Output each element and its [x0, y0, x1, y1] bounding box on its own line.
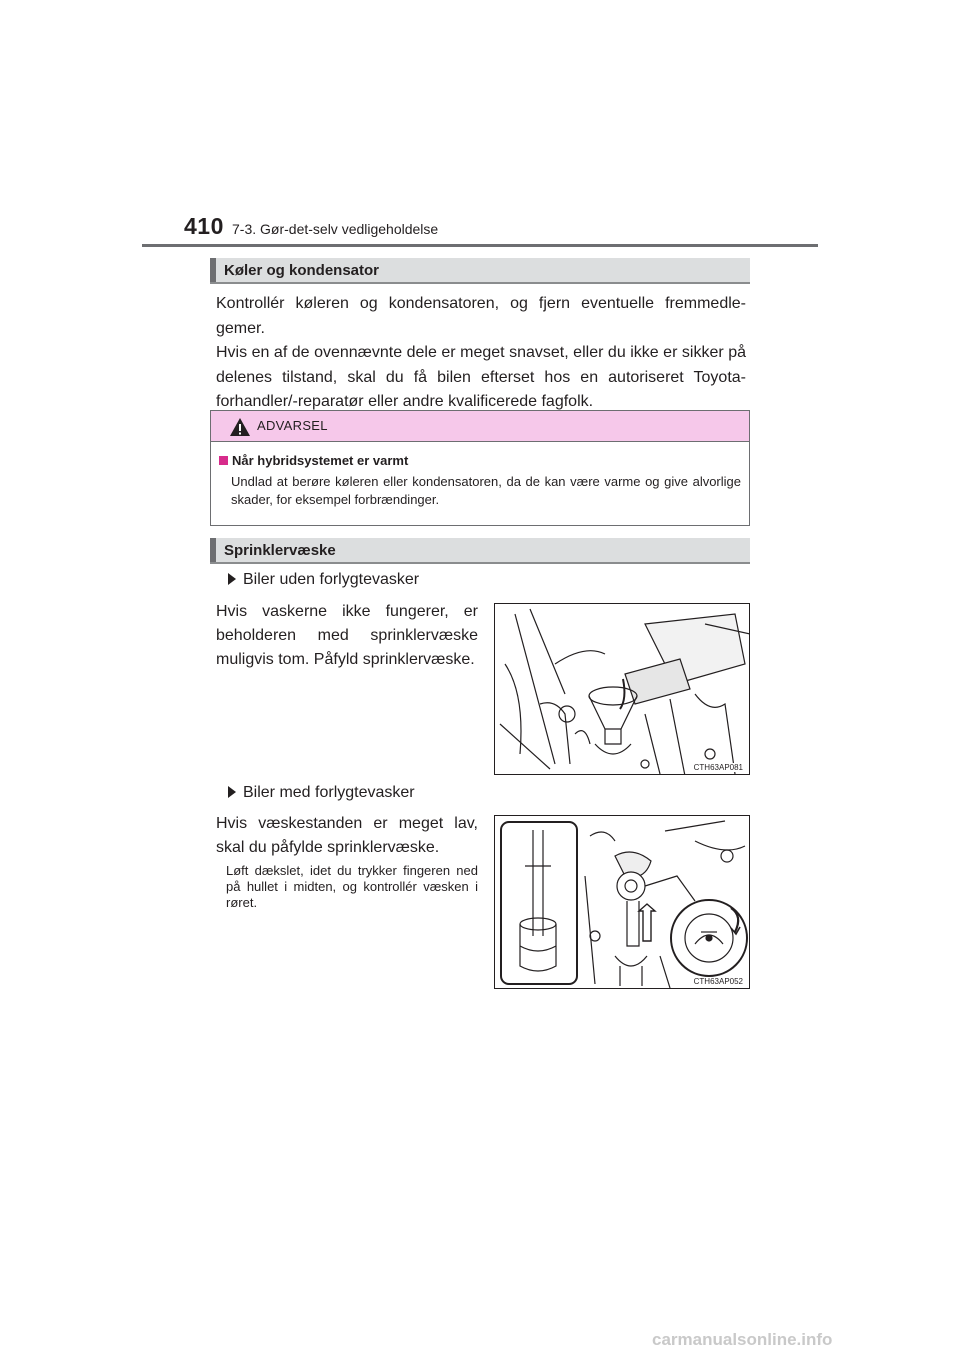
section-title: Sprinklervæske [224, 542, 336, 559]
section-marker [210, 538, 216, 562]
figure-refill-washer-fluid [494, 603, 750, 775]
funnel-illustration [495, 604, 750, 775]
warning-subtitle: Når hybridsystemet er varmt [232, 453, 409, 468]
warning-square-icon [219, 456, 228, 465]
section-title: Køler og kondensator [224, 262, 380, 279]
reservoir-cap-illustration [495, 816, 750, 989]
case2-note: Løft dækslet, idet du trykker fingeren ned på hullet i midten, og kontrollér væsken i røret. [226, 863, 478, 910]
warning-label: ADVARSEL [257, 418, 328, 433]
bullet-triangle-icon [228, 573, 236, 585]
warning-box [210, 410, 750, 526]
case-heading-with-headlamp-cleaner: Biler med forlygtevasker [228, 784, 415, 802]
chapter-title: 7-3. Gør-det-selv vedligeholdelse [232, 221, 439, 237]
case2-text: Hvis væskestanden er meget lav, skal du påfylde sprinklervæske. [216, 815, 478, 856]
section-marker [210, 258, 216, 282]
warning-header [211, 411, 749, 442]
watermark: carmanualsonline.info [652, 1330, 833, 1349]
figure-code: CTH63AP052 [693, 977, 743, 986]
page-number: 410 [184, 213, 224, 239]
radiator-instruction: Kontrollér køleren og kondensatoren, og fjern eventuelle fremmedle-gemer. [216, 295, 746, 337]
case1-text: Hvis vaskerne ikke fungerer, er beholderen med sprinklervæske muligvis tom. Påfyld sprinklervæske. [216, 603, 478, 668]
warning-subtitle-row [219, 453, 408, 468]
section-header-washer [210, 538, 750, 564]
section-header-radiator [210, 258, 750, 284]
figure-code: CTH63AP081 [693, 763, 743, 772]
case-heading-without-headlamp-cleaner: Biler uden forlygtevasker [228, 571, 419, 589]
radiator-advice: Hvis en af de ovennævnte dele er meget snavset, eller du ikke er sikker på delenes tilstand, skal du få bilen efterset hos en autoriseret Toyota-forhandler/-reparatør eller andre kvalificerede fagfolk. [216, 344, 746, 410]
warning-text: Undlad at berøre køleren eller kondensatoren, da de kan være varme og give alvorlige skader, for eksempel forbrændinger. [231, 474, 741, 507]
bullet-triangle-icon [228, 786, 236, 798]
figure-check-fluid-level [494, 815, 750, 989]
header-divider [142, 244, 818, 247]
warning-triangle-icon [229, 417, 251, 437]
